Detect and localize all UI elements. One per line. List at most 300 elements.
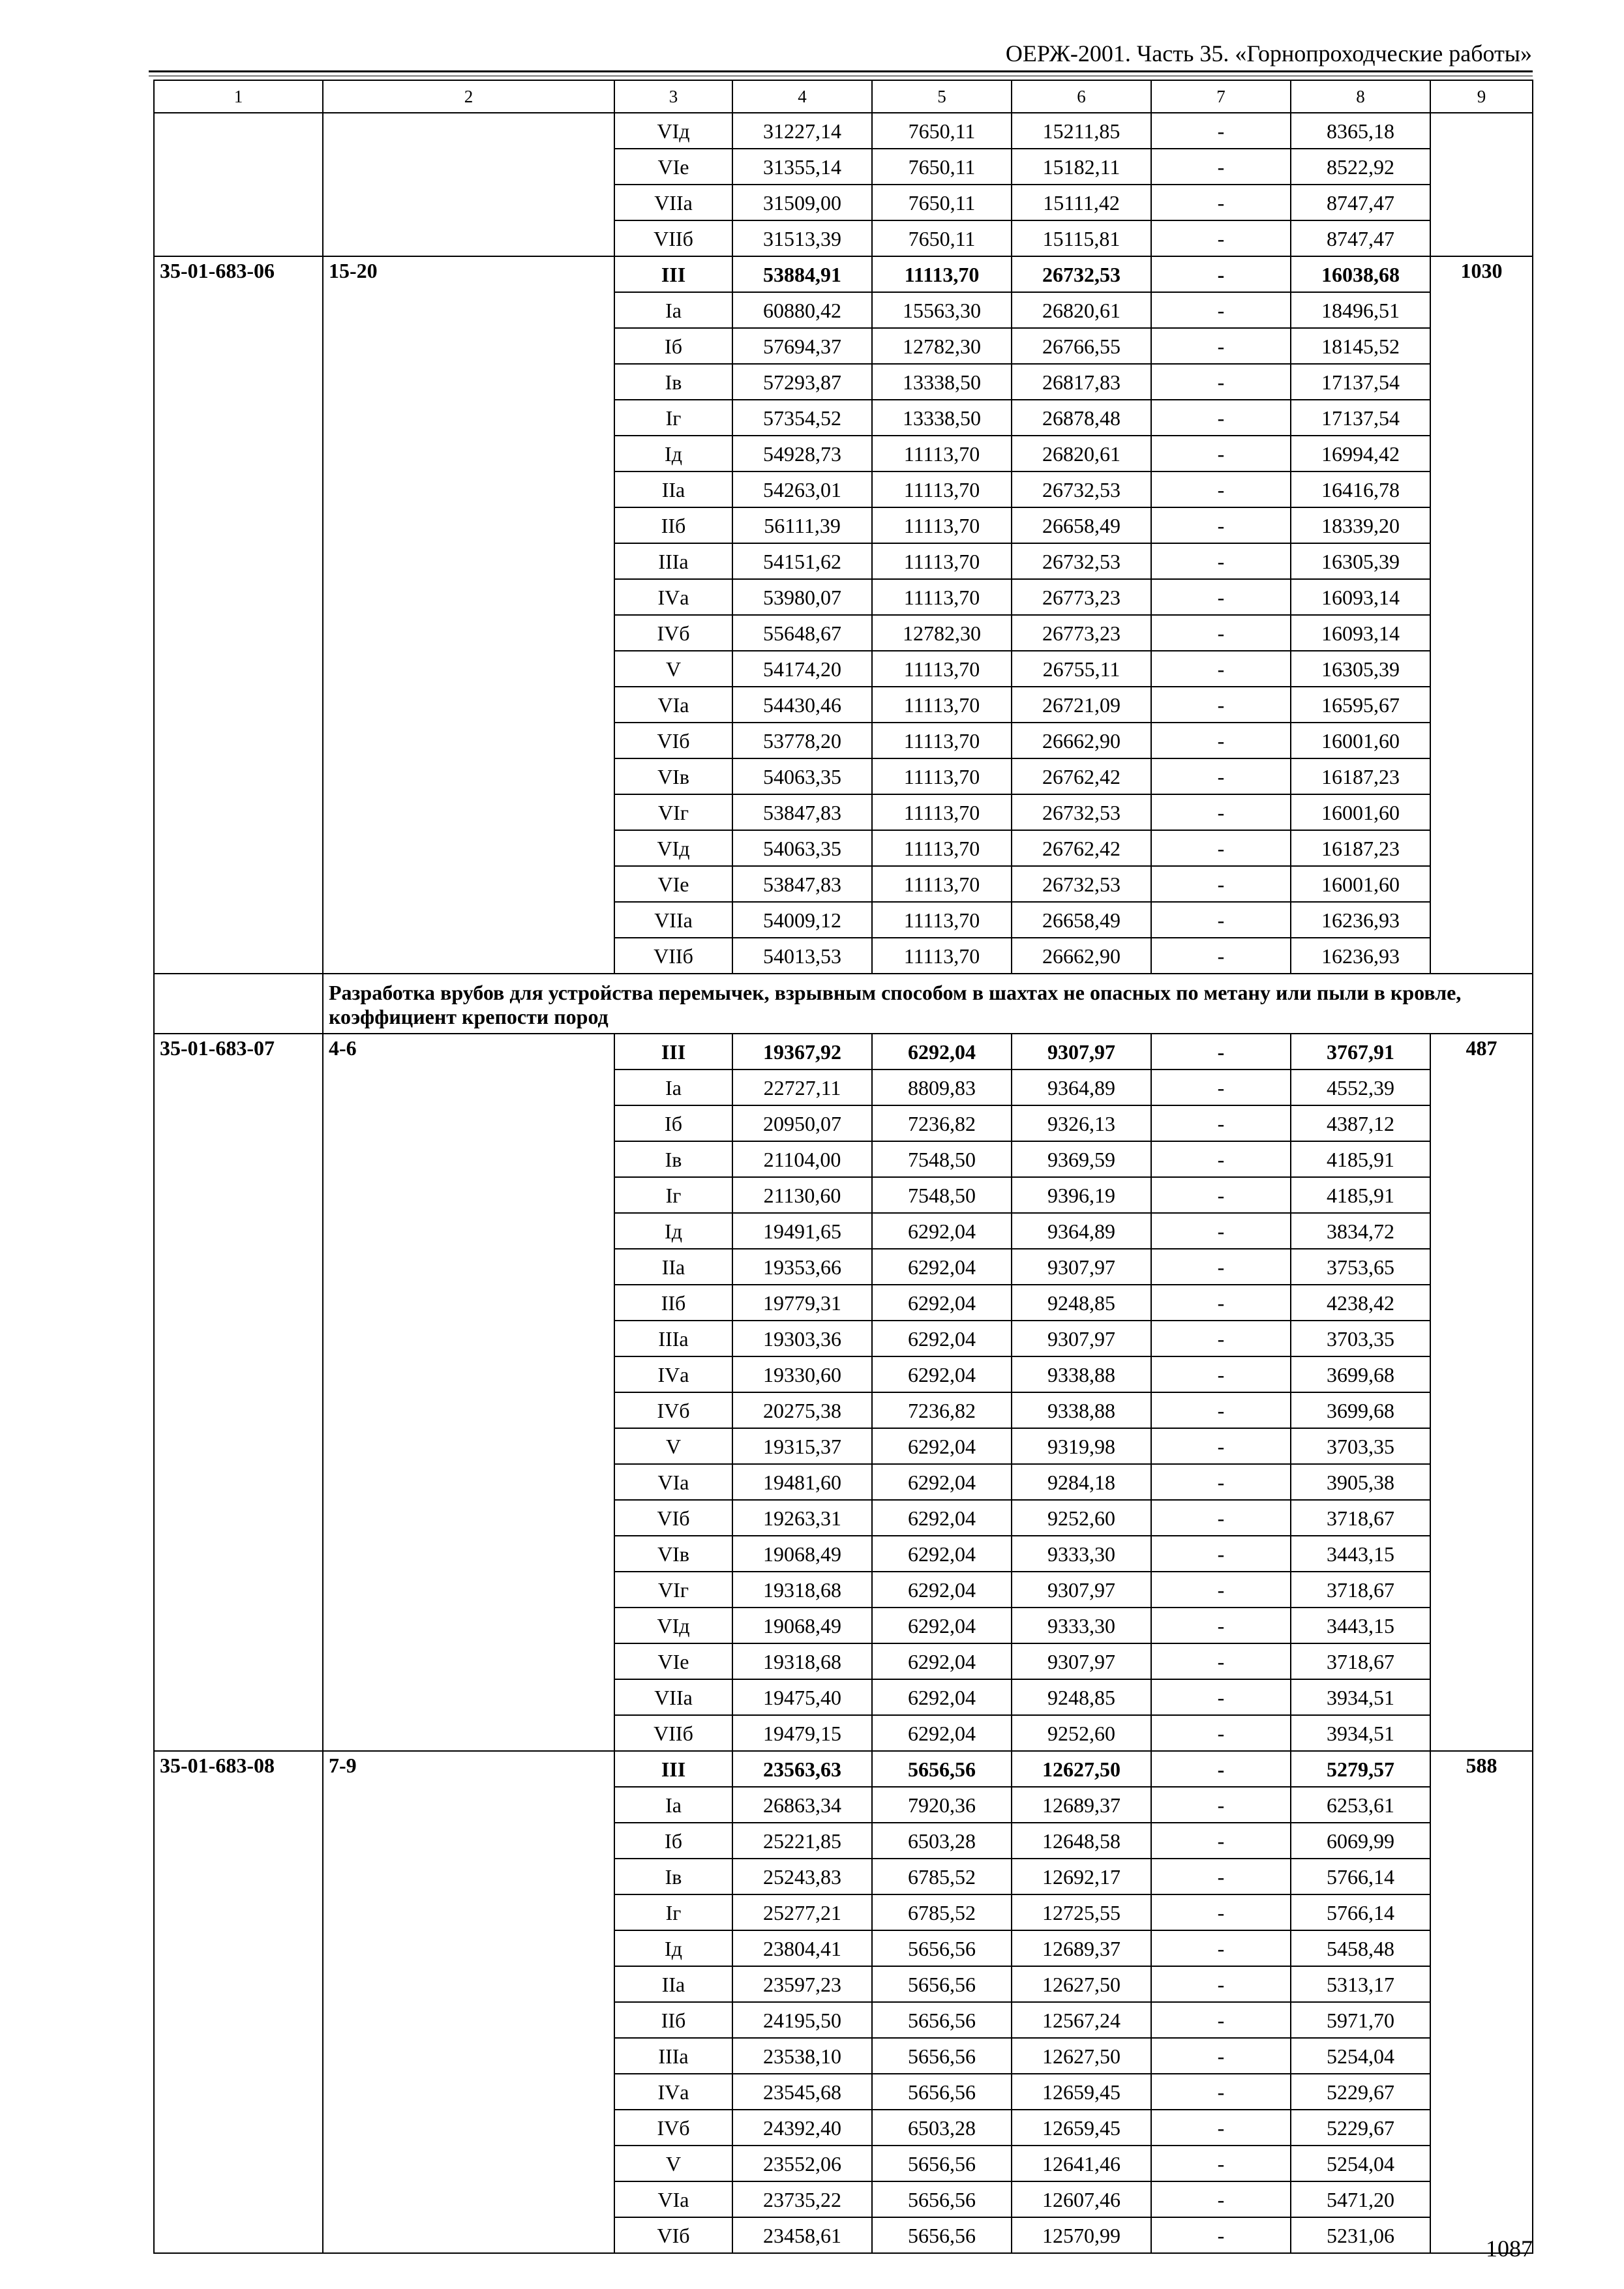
machine-cost-cell: 26762,42: [1012, 758, 1151, 794]
machine-cost-cell: 12725,55: [1012, 1894, 1151, 1930]
machine-cost-cell: 26732,53: [1012, 543, 1151, 579]
materials-cost-cell: 18339,20: [1291, 507, 1430, 543]
wages-cell: 6785,52: [872, 1894, 1012, 1930]
materials-cost-cell: 5229,67: [1291, 2110, 1430, 2146]
machine-cost-cell: 12607,46: [1012, 2181, 1151, 2217]
wages-cell: 11113,70: [872, 651, 1012, 687]
total-cost-cell: 60880,42: [732, 292, 872, 328]
wages-cell: 7650,11: [872, 220, 1012, 256]
norm-value: 588: [1430, 1751, 1533, 2253]
wages-of-operators-cell: -: [1151, 364, 1291, 400]
roman-class-cell: VIе: [614, 866, 732, 902]
materials-cost-cell: 4238,42: [1291, 1285, 1430, 1321]
roman-class-cell: VIIб: [614, 938, 732, 974]
wages-cell: 7650,11: [872, 149, 1012, 185]
roman-class-cell: IVа: [614, 1356, 732, 1392]
total-cost-cell: 19779,31: [732, 1285, 872, 1321]
table-row: [154, 1034, 1533, 1070]
norm-value: 487: [1430, 1034, 1533, 1751]
total-cost-cell: 19315,37: [732, 1428, 872, 1464]
machine-cost-cell: 9252,60: [1012, 1500, 1151, 1536]
machine-cost-cell: 12567,24: [1012, 2002, 1151, 2038]
wages-of-operators-cell: -: [1151, 1177, 1291, 1213]
wages-cell: 5656,56: [872, 2074, 1012, 2110]
materials-cost-cell: 16038,68: [1291, 256, 1430, 292]
wages-of-operators-cell: -: [1151, 902, 1291, 938]
roman-class-cell: Iг: [614, 1177, 732, 1213]
materials-cost-cell: 3834,72: [1291, 1213, 1430, 1249]
materials-cost-cell: 3753,65: [1291, 1249, 1430, 1285]
materials-cost-cell: 16416,78: [1291, 471, 1430, 507]
machine-cost-cell: 26658,49: [1012, 902, 1151, 938]
wages-cell: 6292,04: [872, 1536, 1012, 1572]
total-cost-cell: 53847,83: [732, 794, 872, 830]
machine-cost-cell: 9307,97: [1012, 1321, 1151, 1356]
wages-of-operators-cell: -: [1151, 1105, 1291, 1141]
wages-cell: 5656,56: [872, 2181, 1012, 2217]
roman-class-cell: V: [614, 651, 732, 687]
machine-cost-cell: 12648,58: [1012, 1823, 1151, 1859]
materials-cost-cell: 3699,68: [1291, 1392, 1430, 1428]
materials-cost-cell: 16187,23: [1291, 758, 1430, 794]
machine-cost-cell: 26732,53: [1012, 256, 1151, 292]
materials-cost-cell: 8747,47: [1291, 220, 1430, 256]
total-cost-cell: 23538,10: [732, 2038, 872, 2074]
roman-class-cell: IVб: [614, 1392, 732, 1428]
total-cost-cell: 19318,68: [732, 1572, 872, 1608]
machine-cost-cell: 9338,88: [1012, 1356, 1151, 1392]
materials-cost-cell: 5279,57: [1291, 1751, 1430, 1787]
wages-cell: 6292,04: [872, 1213, 1012, 1249]
wages-cell: 7650,11: [872, 185, 1012, 220]
wages-cell: 11113,70: [872, 758, 1012, 794]
wages-cell: 6292,04: [872, 1643, 1012, 1679]
materials-cost-cell: 6253,61: [1291, 1787, 1430, 1823]
rate-code: 35-01-683-06: [154, 256, 323, 974]
roman-class-cell: IIIа: [614, 1321, 732, 1356]
roman-class-cell: VIб: [614, 2217, 732, 2253]
wages-cell: 7548,50: [872, 1141, 1012, 1177]
machine-cost-cell: 12689,37: [1012, 1787, 1151, 1823]
wages-of-operators-cell: -: [1151, 185, 1291, 220]
materials-cost-cell: 3718,67: [1291, 1572, 1430, 1608]
machine-cost-cell: 12627,50: [1012, 1966, 1151, 2002]
roman-class-cell: Iб: [614, 328, 732, 364]
wages-cell: 6785,52: [872, 1859, 1012, 1894]
norm-value: 1030: [1430, 256, 1533, 974]
wages-of-operators-cell: -: [1151, 256, 1291, 292]
table-row: [154, 256, 1533, 292]
roman-class-cell: III: [614, 256, 732, 292]
materials-cost-cell: 16093,14: [1291, 579, 1430, 615]
total-cost-cell: 21130,60: [732, 1177, 872, 1213]
roman-class-cell: IIб: [614, 507, 732, 543]
total-cost-cell: 20950,07: [732, 1105, 872, 1141]
wages-cell: 11113,70: [872, 866, 1012, 902]
total-cost-cell: 54063,35: [732, 830, 872, 866]
roman-class-cell: VIе: [614, 149, 732, 185]
total-cost-cell: 19303,36: [732, 1321, 872, 1356]
total-cost-cell: 54151,62: [732, 543, 872, 579]
wages-cell: 5656,56: [872, 2146, 1012, 2181]
total-cost-cell: 19479,15: [732, 1715, 872, 1751]
wages-of-operators-cell: -: [1151, 1894, 1291, 1930]
machine-cost-cell: 9307,97: [1012, 1249, 1151, 1285]
roman-class-cell: VIб: [614, 1500, 732, 1536]
roman-class-cell: IVб: [614, 615, 732, 651]
wages-of-operators-cell: -: [1151, 1572, 1291, 1608]
wages-cell: 6292,04: [872, 1679, 1012, 1715]
machine-cost-cell: 26658,49: [1012, 507, 1151, 543]
machine-cost-cell: 26721,09: [1012, 687, 1151, 723]
roman-class-cell: Iг: [614, 1894, 732, 1930]
machine-cost-cell: 9307,97: [1012, 1643, 1151, 1679]
machine-cost-cell: 26662,90: [1012, 938, 1151, 974]
materials-cost-cell: 16305,39: [1291, 543, 1430, 579]
total-cost-cell: 55648,67: [732, 615, 872, 651]
roman-class-cell: VIг: [614, 1572, 732, 1608]
materials-cost-cell: 3443,15: [1291, 1608, 1430, 1643]
roman-class-cell: IIб: [614, 1285, 732, 1321]
total-cost-cell: 53884,91: [732, 256, 872, 292]
wages-cell: 6292,04: [872, 1715, 1012, 1751]
total-cost-cell: 54009,12: [732, 902, 872, 938]
total-cost-cell: 54174,20: [732, 651, 872, 687]
wages-of-operators-cell: -: [1151, 830, 1291, 866]
roman-class-cell: VIв: [614, 1536, 732, 1572]
wages-of-operators-cell: -: [1151, 1034, 1291, 1070]
wages-of-operators-cell: -: [1151, 723, 1291, 758]
wages-cell: 11113,70: [872, 579, 1012, 615]
materials-cost-cell: 16001,60: [1291, 794, 1430, 830]
machine-cost-cell: 9364,89: [1012, 1070, 1151, 1105]
wages-cell: 6292,04: [872, 1285, 1012, 1321]
wages-cell: 5656,56: [872, 1966, 1012, 2002]
wages-of-operators-cell: -: [1151, 615, 1291, 651]
materials-cost-cell: 5229,67: [1291, 2074, 1430, 2110]
roman-class-cell: III: [614, 1751, 732, 1787]
wages-of-operators-cell: -: [1151, 1859, 1291, 1894]
total-cost-cell: 25277,21: [732, 1894, 872, 1930]
table-row: [154, 1751, 1533, 1787]
roman-class-cell: IIб: [614, 2002, 732, 2038]
machine-cost-cell: 26817,83: [1012, 364, 1151, 400]
section-title-row: [154, 974, 1533, 1034]
machine-cost-cell: 26820,61: [1012, 292, 1151, 328]
wages-of-operators-cell: -: [1151, 220, 1291, 256]
wages-cell: 6292,04: [872, 1356, 1012, 1392]
wages-of-operators-cell: -: [1151, 1643, 1291, 1679]
wages-cell: 12782,30: [872, 328, 1012, 364]
materials-cost-cell: 5766,14: [1291, 1894, 1430, 1930]
materials-cost-cell: 4185,91: [1291, 1177, 1430, 1213]
roman-class-cell: IIа: [614, 1249, 732, 1285]
materials-cost-cell: 16994,42: [1291, 436, 1430, 471]
roman-class-cell: Iд: [614, 1930, 732, 1966]
materials-cost-cell: 5458,48: [1291, 1930, 1430, 1966]
column-number-cell: 5: [872, 80, 1012, 113]
total-cost-cell: 53980,07: [732, 579, 872, 615]
materials-cost-cell: 5971,70: [1291, 2002, 1430, 2038]
total-cost-cell: 23597,23: [732, 1966, 872, 2002]
wages-of-operators-cell: -: [1151, 1823, 1291, 1859]
wages-of-operators-cell: -: [1151, 758, 1291, 794]
total-cost-cell: 31513,39: [732, 220, 872, 256]
wages-cell: 7920,36: [872, 1787, 1012, 1823]
machine-cost-cell: 26762,42: [1012, 830, 1151, 866]
machine-cost-cell: 9369,59: [1012, 1141, 1151, 1177]
materials-cost-cell: 16093,14: [1291, 615, 1430, 651]
roman-class-cell: VIIб: [614, 1715, 732, 1751]
wages-of-operators-cell: -: [1151, 579, 1291, 615]
wages-of-operators-cell: -: [1151, 1356, 1291, 1392]
wages-cell: 11113,70: [872, 436, 1012, 471]
machine-cost-cell: 15182,11: [1012, 149, 1151, 185]
roman-class-cell: VIIб: [614, 220, 732, 256]
roman-class-cell: Iб: [614, 1105, 732, 1141]
total-cost-cell: 23545,68: [732, 2074, 872, 2110]
materials-cost-cell: 16595,67: [1291, 687, 1430, 723]
machine-cost-cell: 9338,88: [1012, 1392, 1151, 1428]
wages-cell: 6292,04: [872, 1428, 1012, 1464]
wages-cell: 7236,82: [872, 1105, 1012, 1141]
wages-cell: 11113,70: [872, 543, 1012, 579]
roman-class-cell: IVа: [614, 2074, 732, 2110]
rock-strength-param: 15-20: [323, 256, 614, 974]
total-cost-cell: 23563,63: [732, 1751, 872, 1787]
machine-cost-cell: 26766,55: [1012, 328, 1151, 364]
wages-of-operators-cell: -: [1151, 1321, 1291, 1356]
wages-cell: 5656,56: [872, 1930, 1012, 1966]
materials-cost-cell: 18496,51: [1291, 292, 1430, 328]
materials-cost-cell: 3703,35: [1291, 1428, 1430, 1464]
machine-cost-cell: 15111,42: [1012, 185, 1151, 220]
wages-of-operators-cell: -: [1151, 1249, 1291, 1285]
machine-cost-cell: 9248,85: [1012, 1285, 1151, 1321]
wages-of-operators-cell: -: [1151, 1428, 1291, 1464]
machine-cost-cell: 9284,18: [1012, 1464, 1151, 1500]
wages-cell: 7548,50: [872, 1177, 1012, 1213]
total-cost-cell: 25243,83: [732, 1859, 872, 1894]
wages-of-operators-cell: -: [1151, 543, 1291, 579]
total-cost-cell: 31227,14: [732, 113, 872, 149]
roman-class-cell: VIв: [614, 758, 732, 794]
materials-cost-cell: 5231,06: [1291, 2217, 1430, 2253]
column-number-cell: 7: [1151, 80, 1291, 113]
total-cost-cell: 26863,34: [732, 1787, 872, 1823]
materials-cost-cell: 16236,93: [1291, 902, 1430, 938]
total-cost-cell: 19068,49: [732, 1536, 872, 1572]
wages-cell: 11113,70: [872, 471, 1012, 507]
total-cost-cell: 31355,14: [732, 149, 872, 185]
column-number-cell: 1: [154, 80, 323, 113]
rock-strength-param: 7-9: [323, 1751, 614, 2253]
wages-of-operators-cell: -: [1151, 1930, 1291, 1966]
wages-cell: 13338,50: [872, 400, 1012, 436]
rate-code: 35-01-683-07: [154, 1034, 323, 1751]
wages-cell: 7650,11: [872, 113, 1012, 149]
materials-cost-cell: 17137,54: [1291, 400, 1430, 436]
machine-cost-cell: 26732,53: [1012, 794, 1151, 830]
materials-cost-cell: 8747,47: [1291, 185, 1430, 220]
wages-cell: 11113,70: [872, 794, 1012, 830]
materials-cost-cell: 4387,12: [1291, 1105, 1430, 1141]
roman-class-cell: Iа: [614, 1070, 732, 1105]
total-cost-cell: 57354,52: [732, 400, 872, 436]
materials-cost-cell: 3718,67: [1291, 1500, 1430, 1536]
wages-of-operators-cell: -: [1151, 1392, 1291, 1428]
machine-cost-cell: 12689,37: [1012, 1930, 1151, 1966]
roman-class-cell: Iа: [614, 292, 732, 328]
total-cost-cell: 31509,00: [732, 185, 872, 220]
wages-cell: 6503,28: [872, 2110, 1012, 2146]
total-cost-cell: 53847,83: [732, 866, 872, 902]
materials-cost-cell: 17137,54: [1291, 364, 1430, 400]
machine-cost-cell: 12570,99: [1012, 2217, 1151, 2253]
wages-cell: 11113,70: [872, 687, 1012, 723]
roman-class-cell: III: [614, 1034, 732, 1070]
wages-of-operators-cell: -: [1151, 292, 1291, 328]
machine-cost-cell: 9248,85: [1012, 1679, 1151, 1715]
total-cost-cell: 56111,39: [732, 507, 872, 543]
roman-class-cell: IVа: [614, 579, 732, 615]
wages-of-operators-cell: -: [1151, 507, 1291, 543]
roman-class-cell: IIIа: [614, 2038, 732, 2074]
wages-cell: 6503,28: [872, 1823, 1012, 1859]
total-cost-cell: 23552,06: [732, 2146, 872, 2181]
column-number-cell: 9: [1430, 80, 1533, 113]
materials-cost-cell: 16305,39: [1291, 651, 1430, 687]
wages-of-operators-cell: -: [1151, 328, 1291, 364]
wages-of-operators-cell: -: [1151, 866, 1291, 902]
total-cost-cell: 57694,37: [732, 328, 872, 364]
machine-cost-cell: 26755,11: [1012, 651, 1151, 687]
materials-cost-cell: 3934,51: [1291, 1679, 1430, 1715]
page-header-title: ОЕРЖ-2001. Часть 35. «Горнопроходческие работы»: [1005, 40, 1532, 67]
column-number-cell: 2: [323, 80, 614, 113]
wages-of-operators-cell: -: [1151, 471, 1291, 507]
roman-class-cell: Iв: [614, 1141, 732, 1177]
total-cost-cell: 23458,61: [732, 2217, 872, 2253]
materials-cost-cell: 16001,60: [1291, 723, 1430, 758]
wages-of-operators-cell: -: [1151, 113, 1291, 149]
norm-cell: [1430, 113, 1533, 256]
total-cost-cell: 54013,53: [732, 938, 872, 974]
materials-cost-cell: 3443,15: [1291, 1536, 1430, 1572]
materials-cost-cell: 5471,20: [1291, 2181, 1430, 2217]
roman-class-cell: IIа: [614, 471, 732, 507]
total-cost-cell: 24392,40: [732, 2110, 872, 2146]
section-spacer-cell: [154, 974, 323, 1034]
roman-class-cell: VIд: [614, 830, 732, 866]
machine-cost-cell: 9307,97: [1012, 1572, 1151, 1608]
code-cell: [154, 113, 323, 256]
machine-cost-cell: 26773,23: [1012, 615, 1151, 651]
materials-cost-cell: 4185,91: [1291, 1141, 1430, 1177]
materials-cost-cell: 5254,04: [1291, 2146, 1430, 2181]
materials-cost-cell: 8365,18: [1291, 113, 1430, 149]
materials-cost-cell: 8522,92: [1291, 149, 1430, 185]
wages-cell: 7236,82: [872, 1392, 1012, 1428]
roman-class-cell: Iд: [614, 1213, 732, 1249]
materials-cost-cell: 3703,35: [1291, 1321, 1430, 1356]
total-cost-cell: 25221,85: [732, 1823, 872, 1859]
wages-cell: 6292,04: [872, 1321, 1012, 1356]
wages-of-operators-cell: -: [1151, 1679, 1291, 1715]
machine-cost-cell: 26820,61: [1012, 436, 1151, 471]
wages-of-operators-cell: -: [1151, 2074, 1291, 2110]
wages-of-operators-cell: -: [1151, 2110, 1291, 2146]
column-number-cell: 6: [1012, 80, 1151, 113]
machine-cost-cell: 9326,13: [1012, 1105, 1151, 1141]
roman-class-cell: V: [614, 2146, 732, 2181]
wages-of-operators-cell: -: [1151, 2146, 1291, 2181]
total-cost-cell: 57293,87: [732, 364, 872, 400]
machine-cost-cell: 12627,50: [1012, 2038, 1151, 2074]
wages-of-operators-cell: -: [1151, 400, 1291, 436]
roman-class-cell: VIг: [614, 794, 732, 830]
wages-cell: 11113,70: [872, 507, 1012, 543]
total-cost-cell: 19367,92: [732, 1034, 872, 1070]
roman-class-cell: VIа: [614, 687, 732, 723]
wages-of-operators-cell: -: [1151, 1787, 1291, 1823]
wages-cell: 6292,04: [872, 1608, 1012, 1643]
total-cost-cell: 22727,11: [732, 1070, 872, 1105]
column-number-cell: 8: [1291, 80, 1430, 113]
machine-cost-cell: 9333,30: [1012, 1608, 1151, 1643]
total-cost-cell: 20275,38: [732, 1392, 872, 1428]
wages-cell: 11113,70: [872, 902, 1012, 938]
wages-cell: 6292,04: [872, 1464, 1012, 1500]
wages-of-operators-cell: -: [1151, 1070, 1291, 1105]
wages-of-operators-cell: -: [1151, 1285, 1291, 1321]
table-row: [154, 113, 1533, 149]
roman-class-cell: Iг: [614, 400, 732, 436]
total-cost-cell: 19068,49: [732, 1608, 872, 1643]
wages-of-operators-cell: -: [1151, 1500, 1291, 1536]
materials-cost-cell: 3905,38: [1291, 1464, 1430, 1500]
rate-code: 35-01-683-08: [154, 1751, 323, 2253]
materials-cost-cell: 3699,68: [1291, 1356, 1430, 1392]
wages-of-operators-cell: -: [1151, 1536, 1291, 1572]
materials-cost-cell: 4552,39: [1291, 1070, 1430, 1105]
roman-class-cell: VIд: [614, 1608, 732, 1643]
total-cost-cell: 54063,35: [732, 758, 872, 794]
machine-cost-cell: 9333,30: [1012, 1536, 1151, 1572]
machine-cost-cell: 12692,17: [1012, 1859, 1151, 1894]
section-title: Разработка врубов для устройства перемычек, взрывным способом в шахтах не опасных по метану или пыли в кровле, коэффициент крепости пород: [323, 974, 1533, 1034]
total-cost-cell: 19353,66: [732, 1249, 872, 1285]
wages-cell: 5656,56: [872, 2002, 1012, 2038]
wages-of-operators-cell: -: [1151, 687, 1291, 723]
machine-cost-cell: 9396,19: [1012, 1177, 1151, 1213]
total-cost-cell: 54263,01: [732, 471, 872, 507]
roman-class-cell: VIб: [614, 723, 732, 758]
wages-cell: 6292,04: [872, 1034, 1012, 1070]
machine-cost-cell: 9364,89: [1012, 1213, 1151, 1249]
machine-cost-cell: 26773,23: [1012, 579, 1151, 615]
materials-cost-cell: 3718,67: [1291, 1643, 1430, 1679]
materials-cost-cell: 5254,04: [1291, 2038, 1430, 2074]
materials-cost-cell: 5313,17: [1291, 1966, 1430, 2002]
wages-of-operators-cell: -: [1151, 1715, 1291, 1751]
machine-cost-cell: 26878,48: [1012, 400, 1151, 436]
wages-of-operators-cell: -: [1151, 149, 1291, 185]
roman-class-cell: IIIа: [614, 543, 732, 579]
price-table: [153, 80, 1533, 2254]
total-cost-cell: 19330,60: [732, 1356, 872, 1392]
column-number-cell: 3: [614, 80, 732, 113]
